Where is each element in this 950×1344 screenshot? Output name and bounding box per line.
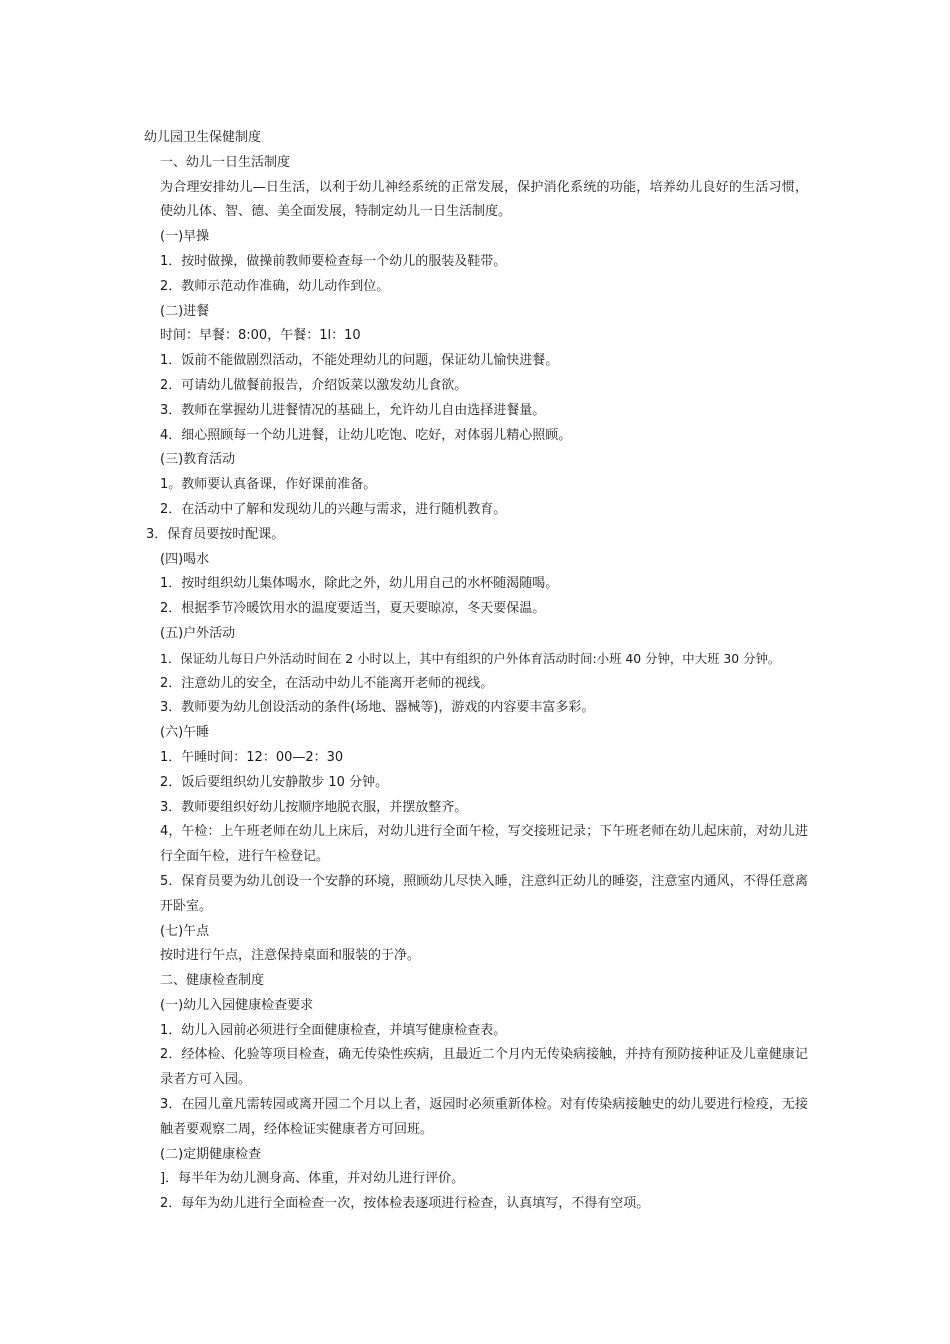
list-item: 1．按时组织幼儿集体喝水，除此之外，幼儿用自己的水杯随渴随喝。 [160, 576, 559, 592]
list-item: 1。教师要认真备课，作好课前准备。 [160, 477, 377, 493]
list-item: 4．细心照顾每一个幼儿进餐，让幼儿吃饱、吃好，对体弱儿精心照顾。 [160, 427, 572, 443]
list-item: 1．幼儿入园前必须进行全面健康检查，并填写健康检查表。 [160, 1022, 507, 1038]
subsection-heading: (五)户外活动 [160, 625, 236, 641]
list-item: 4，午检：上午班老师在幼儿上床后，对幼儿进行全面午检，写交接班记录；下午班老师在幼儿起床前，对幼儿进行全面午检，进行午检登记。 [160, 824, 808, 865]
subsection-heading: (一)早操 [160, 229, 210, 245]
list-item: 3．教师在掌握幼儿进餐情况的基础上，允许幼儿自由选择进餐量。 [160, 402, 546, 418]
list-item: ]．每半年为幼儿测身高、体重，并对幼儿进行评价。 [160, 1171, 465, 1187]
paragraph: 时间：早餐：8:00，午餐：1l：10 [160, 328, 361, 344]
document-title: 幼儿园卫生保健制度 [144, 130, 262, 145]
list-item: 1．保证幼儿每日户外活动时间在 2 小时以上，其中有组织的户外体育活动时间:小班 40 分钟，中大班 30 分钟。 [160, 650, 781, 666]
subsection-heading: (六)午睡 [160, 725, 210, 741]
list-item: 2．每年为幼儿进行全面检查一次，按体检表逐项进行检查，认真填写，不得有空项。 [160, 1196, 650, 1212]
subsection-heading: (七)午点 [160, 923, 210, 939]
list-item: 3．教师要组织好幼儿按顺序地脱衣服，并摆放整齐。 [160, 799, 468, 815]
list-item: 2．根据季节冷暖饮用水的温度要适当，夏天要晾凉，冬天要保温。 [160, 601, 546, 617]
subsection-heading: (三)教育活动 [160, 452, 236, 468]
list-item: 2．在活动中了解和发现幼儿的兴趣与需求，进行随机教育。 [160, 501, 507, 517]
paragraph: 按时进行午点，注意保持桌面和服装的于净。 [160, 948, 421, 964]
section-heading: 一、幼儿一日生活制度 [160, 154, 291, 170]
paragraph: 为合理安排幼儿—日生活，以利于幼儿神经系统的正常发展，保护消化系统的功能，培养幼儿良好的生活习惯，使幼儿体、智、德、美全面发展，特制定幼儿一日生活制度。 [160, 179, 808, 220]
document-body [144, 126, 808, 1217]
subsection-heading: (二)进餐 [160, 303, 210, 319]
section-heading: 二、健康检查制度 [160, 973, 265, 989]
list-item: 5．保育员要为幼儿创设一个安静的环境，照顾幼儿尽快入睡，注意纠正幼儿的睡姿，注意室内通风，不得任意离开卧室。 [160, 873, 808, 914]
list-item: 3．保育员要按时配课。 [146, 526, 285, 542]
list-item: 1．午睡时间：12：00—2：30 [160, 749, 344, 765]
list-item: 2．经体检、化验等项目检查，确无传染性疾病，且最近二个月内无传染病接触，并持有预防接种证及儿童健康记录者方可入园。 [160, 1047, 808, 1088]
subsection-heading: (二)定期健康检查 [160, 1146, 262, 1162]
list-item: 1．按时做操，做操前教师要检查每一个幼儿的服装及鞋带。 [160, 253, 507, 269]
subsection-heading: (一)幼儿入园健康检查要求 [160, 997, 314, 1013]
subsection-heading: (四)喝水 [160, 551, 210, 567]
list-item: 2．注意幼儿的安全，在活动中幼儿不能离开老师的视线。 [160, 675, 494, 691]
list-item: 2．可请幼儿做餐前报告，介绍饭菜以激发幼儿食欲。 [160, 377, 468, 393]
list-item: 2．教师示范动作准确，幼儿动作到位。 [160, 278, 390, 294]
list-item: 2．饭后要组织幼儿安静散步 10 分钟。 [160, 774, 389, 790]
list-item: 1．饭前不能做剧烈活动，不能处理幼儿的问题，保证幼儿愉快进餐。 [160, 353, 559, 369]
list-item: 3．在园儿童凡需转园或离开园二个月以上者，返园时必须重新体检。对有传染病接触史的幼儿要进行检疫，无接触者要观察二周，经体检证实健康者方可回班。 [160, 1097, 808, 1137]
list-item: 3．教师要为幼儿创设活动的条件(场地、器械等)，游戏的内容要丰富多彩。 [160, 700, 595, 716]
